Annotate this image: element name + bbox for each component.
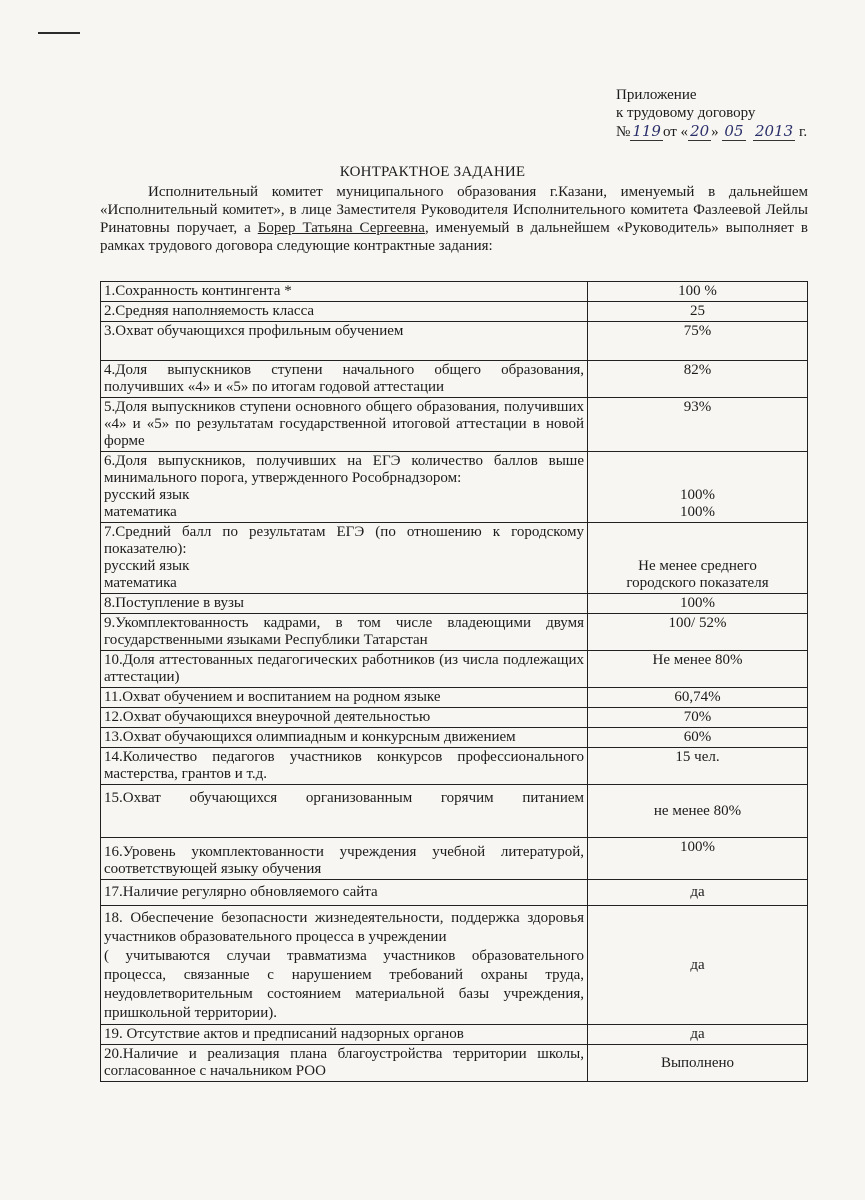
table-row: 14.Количество педагогов участников конкурсов профессионального мастерства, грантов и т.д. 15 чел.: [101, 748, 808, 785]
contract-number: 119: [632, 122, 661, 140]
appendix-title: Приложение: [616, 87, 697, 103]
table-row: 17.Наличие регулярно обновляемого сайта да: [101, 880, 808, 906]
table-row: 20.Наличие и реализация плана благоустройства территории школы, согласованное с начальником РОО Выполнено: [101, 1045, 808, 1082]
table-row: 19. Отсутствие актов и предписаний надзорных органов да: [101, 1025, 808, 1045]
tasks-table: [100, 281, 808, 1082]
table-row: 7.Средний балл по результатам ЕГЭ (по отношению к городскому показателю): русский язык математика Не менее среднего городского показателя: [101, 523, 808, 594]
table-row: 11.Охват обучением и воспитанием на родном языке 60,74%: [101, 688, 808, 708]
contract-year: 2013: [755, 122, 794, 140]
table-row: 13.Охват обучающихся олимпиадным и конкурсным движением 60%: [101, 728, 808, 748]
contract-month: 05: [724, 122, 744, 140]
appendix-header: [616, 86, 846, 141]
table-row: 5.Доля выпускников ступени основного общего образования, получивших «4» и «5» по результатам государственной итоговой аттестации в новой форме 93%: [101, 398, 808, 452]
table-row: 6.Доля выпускников, получивших на ЕГЭ количество баллов выше минимального порога, утвержденного Рособрнадзором: русский язык математика 100% 100%: [101, 452, 808, 523]
table-row: 18. Обеспечение безопасности жизнедеятельности, поддержка здоровья участников образовательного процесса в учреждении ( учитываются случаи травматизма участников образовательного процесса, связанные с нарушением требований охраны труда, неудовлетворительным состоянием материальной базы учреждения, пришкольной территории). да: [101, 906, 808, 1025]
appendix-contract-ref: к трудовому договору: [616, 105, 756, 121]
table-row: 15.Охват обучающихся организованным горячим питанием не менее 80%: [101, 785, 808, 838]
table-row: 8.Поступление в вузы 100%: [101, 594, 808, 614]
intro-paragraph: Исполнительный комитет муниципального образования г.Казани, именуемый в дальнейшем «Исполнительный комитет», в лице Заместителя Руководителя Исполнительного комитета Фазлеевой Лейлы Ринатовны поручает, а Борер Татьяна Сергеевна, именуемый в дальнейшем «Руководитель» выполняет в рамках трудового договора следующие контрактные задания:: [100, 184, 808, 254]
table-row: 4.Доля выпускников ступени начального общего образования, получивших «4» и «5» по итогам годовой аттестации 82%: [101, 361, 808, 398]
table-row: 1.Сохранность контингента * 100 %: [101, 282, 808, 302]
document-title: КОНТРАКТНОЕ ЗАДАНИЕ: [339, 164, 526, 180]
contract-day: 20: [690, 122, 710, 140]
table-row: 3.Охват обучающихся профильным обучением 75%: [101, 322, 808, 361]
table-row: 2.Средняя наполняемость класса 25: [101, 302, 808, 322]
scan-mark: [38, 32, 80, 34]
appendix-contract-number-line: № 119 от « 20 » 05 2013 г.: [616, 122, 808, 140]
table-row: 12.Охват обучающихся внеурочной деятельностью 70%: [101, 708, 808, 728]
table-row: 16.Уровень укомплектованности учреждения учебной литературой, соответствующей языку обучения 100%: [101, 838, 808, 880]
table-row: 10.Доля аттестованных педагогических работников (из числа подлежащих аттестации) Не менее 80%: [101, 651, 808, 688]
table-row: 9.Укомплектованность кадрами, в том числе владеющими двумя государственными языками Республики Татарстан 100/ 52%: [101, 614, 808, 651]
director-name: Борер Татьяна Сергеевна: [257, 220, 425, 236]
